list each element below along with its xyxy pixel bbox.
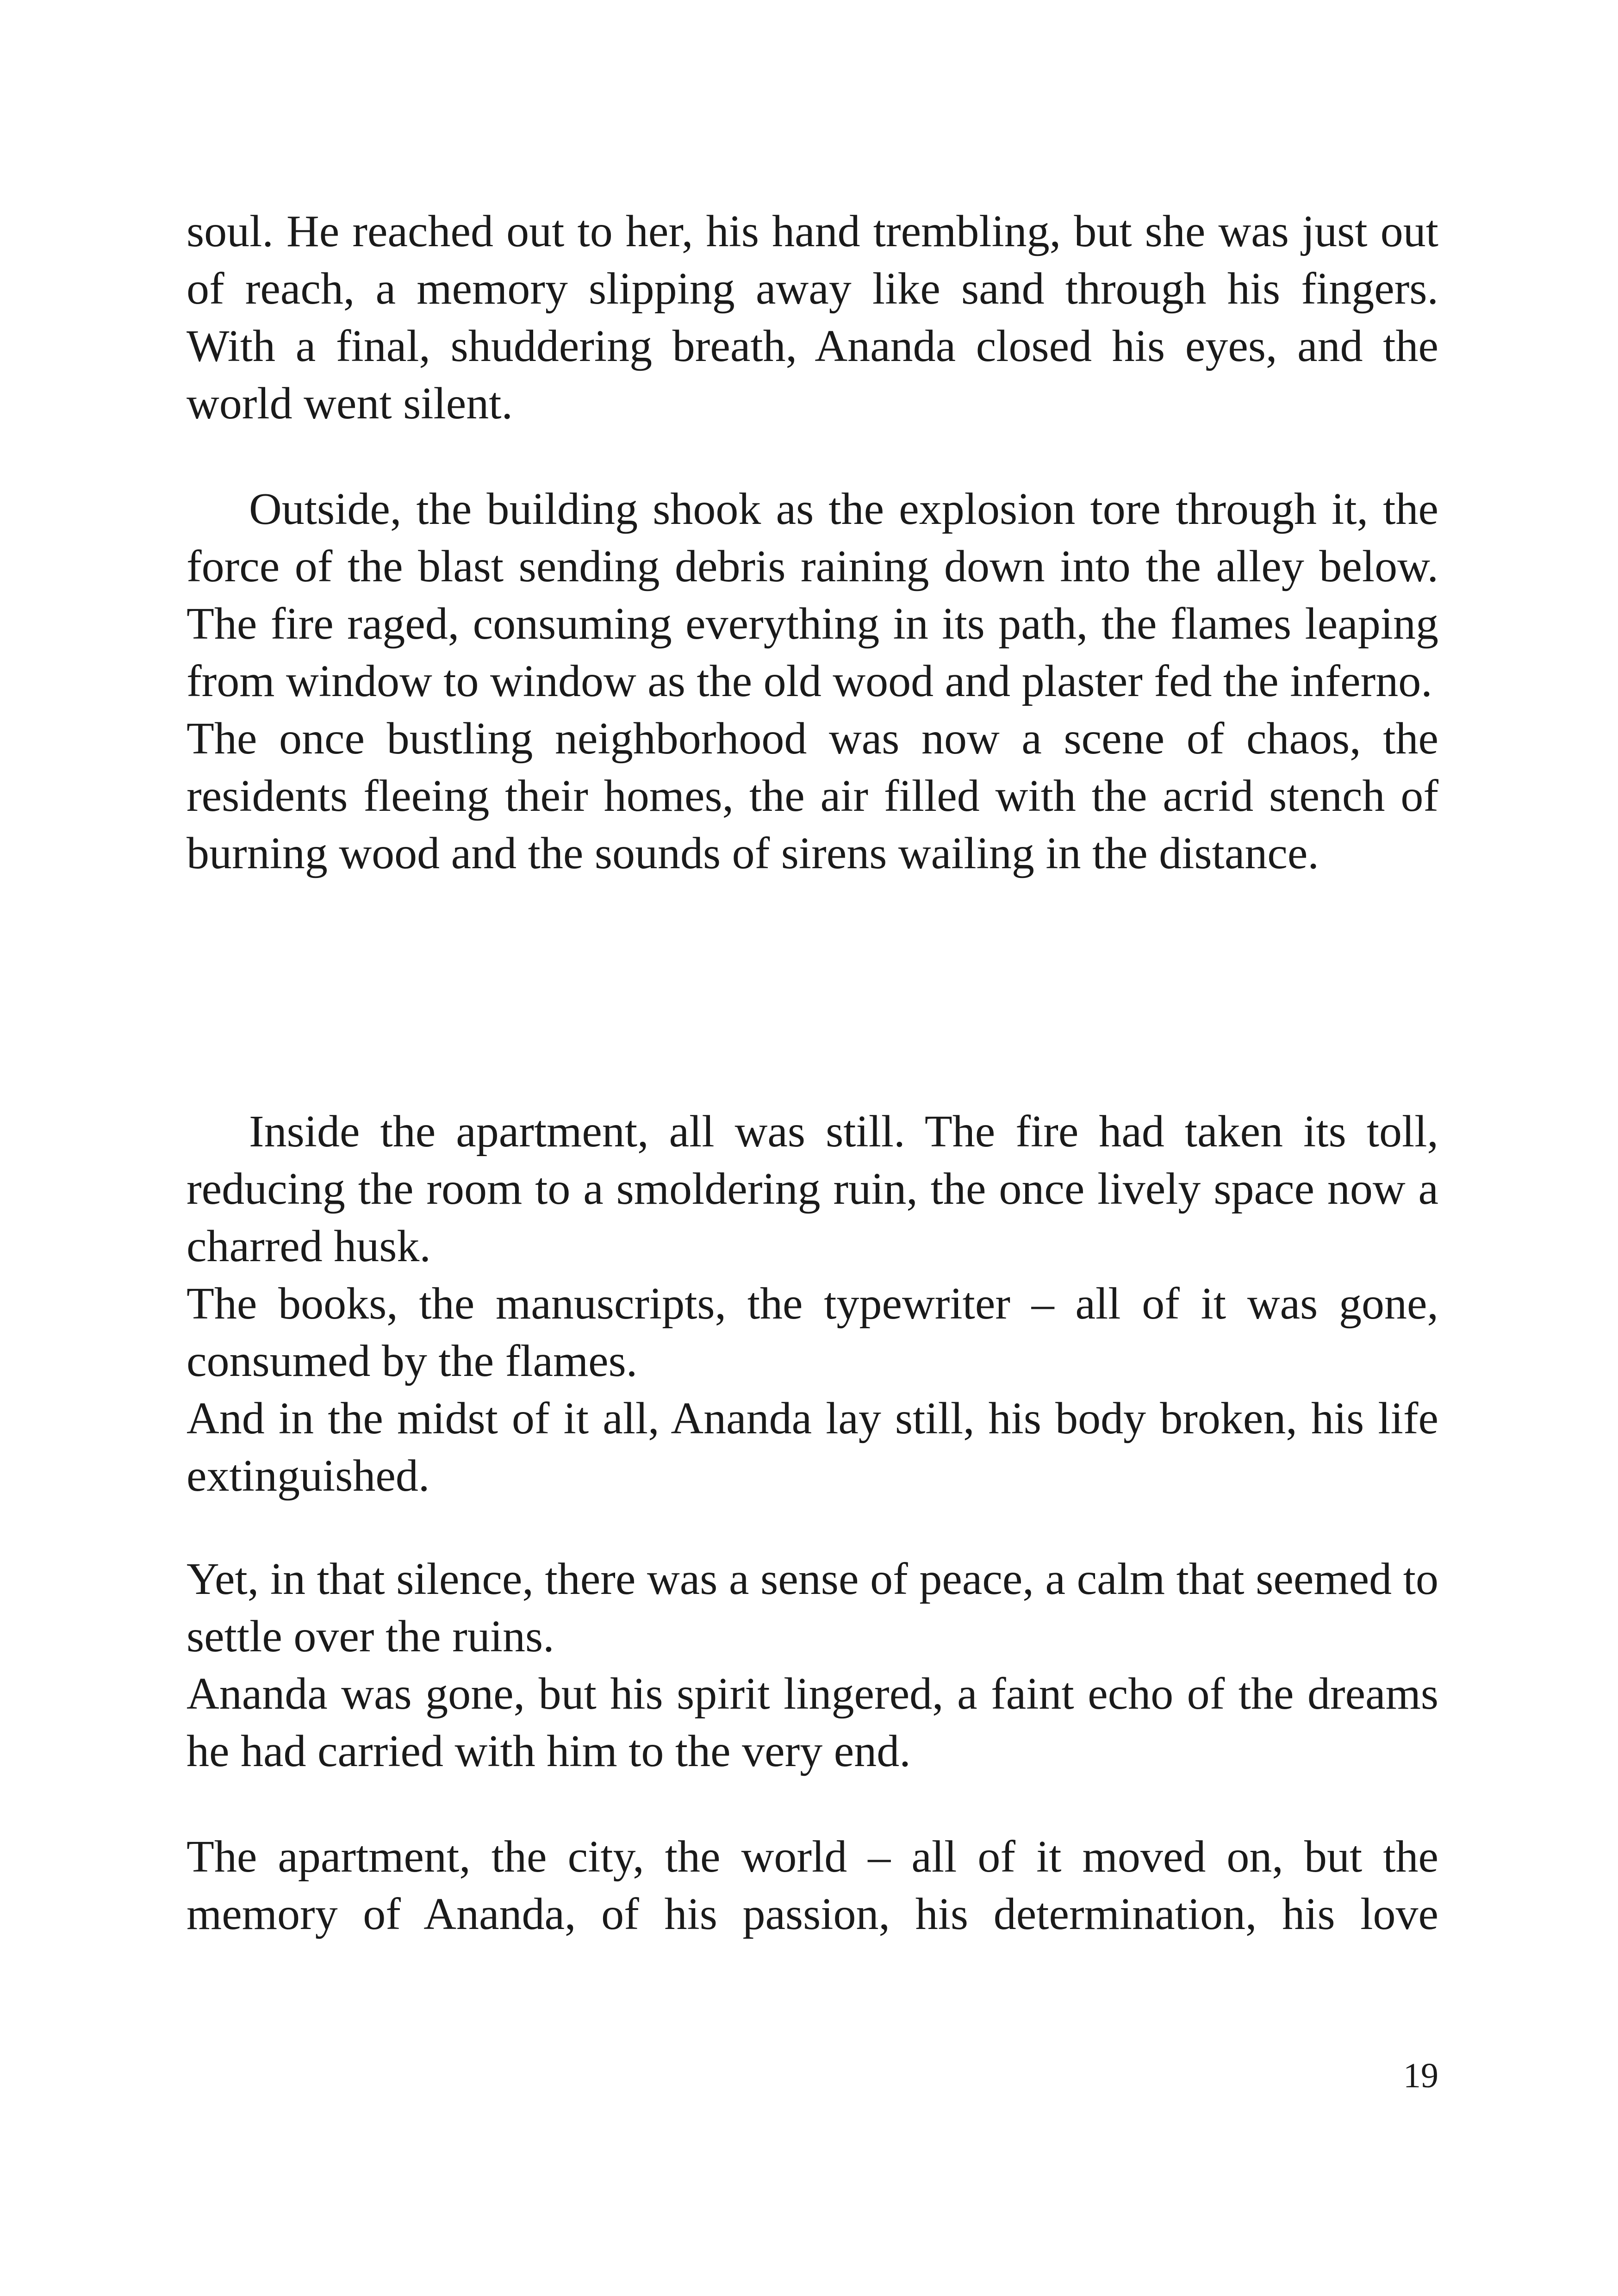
page-number: 19 [1403, 2056, 1438, 2095]
paragraph-8: Ananda was gone, but his spirit lingered, a faint echo of the dreams he had carried with him to the very end. [187, 1669, 1438, 1776]
paragraph-1: soul. He reached out to her, his hand trembling, but she was just out of reach, a memory slipping away like sand through his fingers. With a final, shuddering breath, Ananda closed his eyes, and the world went silent. [187, 206, 1438, 429]
paragraph-5: The books, the manuscripts, the typewriter – all of it was gone, consumed by the flames. [187, 1279, 1438, 1386]
paragraph-7: Yet, in that silence, there was a sense of peace, a calm that seemed to settle over the ruins. [187, 1554, 1438, 1661]
paragraph-3: The once bustling neighborhood was now a scene of chaos, the residents fleeing their homes, the air filled with the acrid stench of burning wood and the sounds of sirens wailing in the distance. [187, 714, 1438, 878]
paragraph-6: And in the midst of it all, Ananda lay still, his body broken, his life extinguished. [187, 1394, 1438, 1501]
text-block-3 [187, 1103, 1438, 1505]
paragraph-9: The apartment, the city, the world – all of it moved on, but the memory of Ananda, of his passion, his determination, his love [187, 1832, 1438, 1939]
text-block-2 [187, 480, 1438, 882]
text-block-4 [187, 1550, 1438, 1780]
paragraph-2: Outside, the building shook as the explosion tore through it, the force of the blast sending debris raining down into the alley below. The fire raged, consuming everything in its path, the flames leaping from window to window as the old wood and plaster fed the inferno. [187, 484, 1438, 706]
text-block-5 [187, 1828, 1438, 1943]
paragraph-4: Inside the apartment, all was still. The fire had taken its toll, reducing the room to a smoldering ruin, the once lively space now a charred husk. [187, 1107, 1438, 1271]
text-block-1 [187, 203, 1438, 432]
